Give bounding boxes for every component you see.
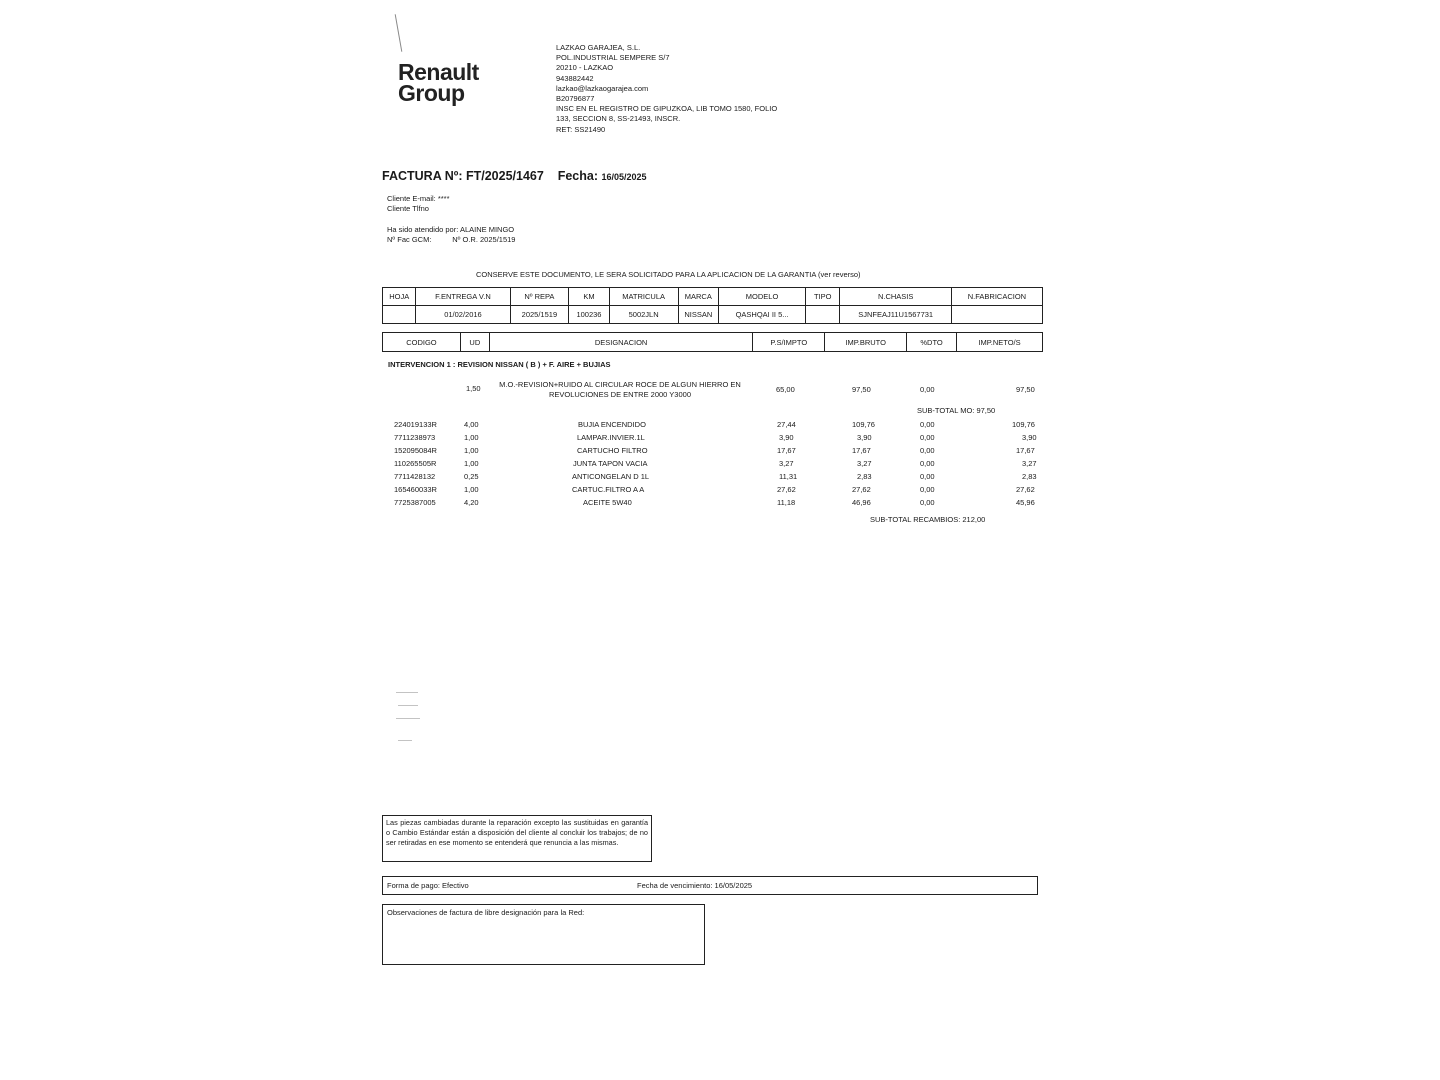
part-ud: 1,00	[464, 485, 479, 494]
part-code: 110265505R	[394, 459, 437, 468]
scan-mark	[398, 740, 412, 741]
vehicle-header-cell: N.CHASIS	[840, 288, 951, 306]
labor-subtotal: SUB-TOTAL MO: 97,50	[917, 406, 996, 415]
invoice-label: FACTURA Nº:	[382, 169, 463, 183]
part-desc: BUJIA ENCENDIDO	[578, 420, 646, 429]
part-dto: 0,00	[920, 485, 935, 494]
vehicle-value-cell: 100236	[569, 306, 609, 324]
vehicle-header-cell: MODELO	[719, 288, 806, 306]
scan-mark	[396, 718, 420, 719]
payment-method: Forma de pago: Efectivo	[387, 881, 469, 890]
vehicle-value-cell: 01/02/2016	[416, 306, 510, 324]
vehicle-header-cell: Nº REPA	[510, 288, 569, 306]
invoice-date: 16/05/2025	[601, 172, 647, 182]
part-ud: 0,25	[464, 472, 479, 481]
part-dto: 0,00	[920, 446, 935, 455]
column-header: P.S/IMPTO	[753, 333, 825, 352]
part-desc: CARTUCHO FILTRO	[577, 446, 648, 455]
part-net: 2,83	[1022, 472, 1037, 481]
attended-by: Ha sido atendido por: ALAINE MINGO	[387, 225, 515, 234]
company-info	[556, 43, 777, 135]
vehicle-header-cell: F.ENTREGA V.N	[416, 288, 510, 306]
vehicle-value-cell: 5002JLN	[609, 306, 678, 324]
part-ud: 4,20	[464, 498, 479, 507]
column-header: DESIGNACION	[489, 333, 752, 352]
column-header: %DTO	[907, 333, 957, 352]
table-row	[386, 433, 1046, 446]
vehicle-header-cell: MATRICULA	[609, 288, 678, 306]
labor-ud: 1,50	[466, 384, 481, 393]
fac-gcm: Nº Fac GCM:	[387, 234, 432, 244]
part-code: 7711238973	[394, 433, 436, 442]
payment-box	[382, 876, 1038, 895]
part-net: 3,90	[1022, 433, 1037, 442]
vehicle-value-cell: NISSAN	[678, 306, 718, 324]
order-numbers	[387, 235, 515, 245]
company-line: lazkao@lazkaogarajea.com	[556, 83, 649, 93]
part-dto: 0,00	[920, 459, 935, 468]
company-line: B20796877	[556, 94, 595, 104]
payment-due-date: Fecha de vencimiento: 16/05/2025	[637, 881, 753, 890]
column-header: CODIGO	[383, 333, 461, 352]
part-gross: 3,90	[857, 433, 872, 442]
vehicle-value-cell	[806, 306, 840, 324]
invoice-title	[382, 169, 647, 183]
company-line: RET: SS21490	[556, 124, 606, 134]
labor-gross: 97,50	[852, 385, 871, 394]
vehicle-value-cell: SJNFEAJ11U1567731	[840, 306, 951, 324]
vehicle-value-row	[383, 306, 1043, 324]
labor-price: 65,00	[776, 385, 795, 394]
part-gross: 46,96	[852, 498, 871, 507]
part-net: 3,27	[1022, 459, 1037, 468]
scan-mark	[398, 705, 418, 706]
table-row	[386, 472, 1046, 485]
company-line: POL.INDUSTRIAL SEMPERE S/7	[556, 53, 670, 63]
items-header-row	[383, 333, 1043, 352]
table-row	[386, 420, 1046, 433]
warranty-notice: CONSERVE ESTE DOCUMENTO, LE SERA SOLICITADO PARA LA APLICACION DE LA GARANTIA (ver reverso)	[476, 270, 861, 279]
logo-line-2: Group	[398, 80, 465, 106]
part-gross: 27,62	[852, 485, 871, 494]
scan-mark	[396, 692, 418, 693]
table-row	[386, 485, 1046, 498]
part-net: 45,96	[1016, 498, 1035, 507]
invoice-date-label: Fecha:	[557, 169, 599, 183]
observations-label: Observaciones de factura de libre designación para la Red:	[387, 908, 585, 917]
invoice-number: FT/2025/1467	[465, 169, 544, 183]
parts-subtotal: SUB-TOTAL RECAMBIOS: 212,00	[870, 515, 986, 524]
items-header-table	[382, 332, 1043, 352]
table-row	[386, 446, 1046, 459]
part-price: 11,31	[779, 472, 798, 481]
part-price: 3,90	[779, 433, 794, 442]
part-ud: 1,00	[464, 459, 479, 468]
part-price: 17,67	[777, 446, 796, 455]
column-header: IMP.BRUTO	[825, 333, 907, 352]
part-code: 224019133R	[394, 420, 437, 429]
observations-box	[382, 904, 705, 965]
company-line: LAZKAO GARAJEA, S.L.	[556, 43, 641, 52]
part-dto: 0,00	[920, 498, 935, 507]
part-price: 27,44	[777, 420, 796, 429]
part-code: 7725387005	[394, 498, 436, 507]
vehicle-value-cell: 2025/1519	[510, 306, 569, 324]
part-ud: 1,00	[464, 433, 479, 442]
vehicle-value-cell	[383, 306, 416, 324]
labor-row	[386, 380, 1046, 404]
part-ud: 1,00	[464, 446, 479, 455]
part-price: 27,62	[777, 485, 796, 494]
part-gross: 17,67	[852, 446, 871, 455]
part-desc: ANTICONGELAN D 1L	[572, 472, 650, 481]
vehicle-value-cell: QASHQAI II 5...	[719, 306, 806, 324]
part-desc: ACEITE 5W40	[583, 498, 632, 507]
vehicle-header-cell: KM	[569, 288, 609, 306]
company-line: 133, SECCION 8, SS-21493, INSCR.	[556, 114, 681, 124]
part-dto: 0,00	[920, 472, 935, 481]
part-price: 11,18	[777, 498, 796, 507]
part-net: 17,67	[1016, 446, 1035, 455]
scan-mark	[395, 14, 403, 52]
part-dto: 0,00	[920, 433, 935, 442]
vehicle-header-row	[383, 288, 1043, 306]
company-line: 20210 - LAZKAO	[556, 63, 614, 73]
vehicle-table	[382, 287, 1043, 324]
vehicle-header-cell: HOJA	[383, 288, 416, 306]
part-gross: 2,83	[857, 472, 872, 481]
company-line: INSC EN EL REGISTRO DE GIPUZKOA, LIB TOMO 1580, FOLIO	[556, 104, 778, 114]
labor-discount: 0,00	[920, 385, 935, 394]
parts-notice: Las piezas cambiadas durante la reparación excepto las sustituidas en garantía o Cambio Estándar están a disposición del cliente al concluir los trabajos; de no ser retiradas en ese momento se entenderá que renuncia a las mismas.	[382, 815, 652, 862]
part-code: 165460033R	[394, 485, 437, 494]
part-ud: 4,00	[464, 420, 479, 429]
part-code: 7711428132	[394, 472, 436, 481]
table-row	[386, 498, 1046, 511]
client-info	[387, 194, 450, 213]
part-gross: 109,76	[852, 420, 875, 429]
part-gross: 3,27	[857, 459, 872, 468]
part-price: 3,27	[779, 459, 794, 468]
part-dto: 0,00	[920, 420, 935, 429]
intervention-title: INTERVENCION 1 : REVISION NISSAN ( B ) + F. AIRE + BUJIAS	[388, 360, 611, 369]
part-desc: CARTUC.FILTRO A A	[572, 485, 645, 494]
column-header: UD	[460, 333, 489, 352]
order-number: Nº O.R. 2025/1519	[452, 234, 516, 244]
part-code: 152095084R	[394, 446, 437, 455]
column-header: IMP.NETO/S	[957, 333, 1043, 352]
company-line: 943882442	[556, 73, 594, 83]
renault-group-logo	[398, 59, 479, 106]
labor-designation: M.O.-REVISION+RUIDO AL CIRCULAR ROCE DE ALGUN HIERRO EN REVOLUCIONES DE ENTRE 2000 Y3000	[499, 380, 741, 399]
part-net: 27,62	[1016, 485, 1035, 494]
logo-line-1: Renault	[398, 59, 479, 85]
vehicle-header-cell: N.FABRICACION	[951, 288, 1042, 306]
vehicle-value-cell	[951, 306, 1042, 324]
client-phone: Cliente Tlfno	[387, 203, 429, 213]
part-desc: JUNTA TAPON VACIA	[573, 459, 648, 468]
vehicle-header-cell: TIPO	[806, 288, 840, 306]
attended-info	[387, 225, 515, 244]
part-desc: LAMPAR.INVIER.1L	[577, 433, 645, 442]
table-row	[386, 459, 1046, 472]
client-email: Cliente E-mail: ****	[387, 194, 450, 203]
vehicle-header-cell: MARCA	[678, 288, 718, 306]
labor-net: 97,50	[1016, 385, 1035, 394]
part-net: 109,76	[1012, 420, 1035, 429]
